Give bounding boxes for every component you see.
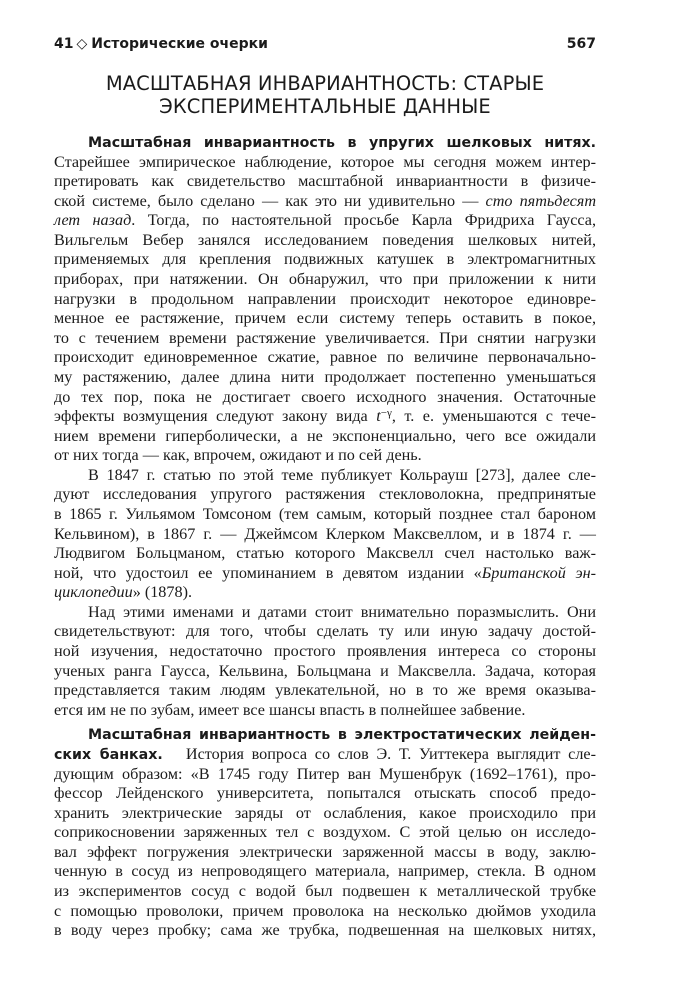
text-span: , т. е. уменьшаются с тече- xyxy=(391,407,596,426)
text-line: в воду через пробку; сама же трубка, подвешенная на шелковых нитях, xyxy=(54,921,596,940)
text-line: Вильгельм Вебер занялся исследованием поведения шелковых нитей, xyxy=(54,230,596,249)
text-line: свидетельствуют: для того, чтобы сделать ту или иную задачу достой- xyxy=(54,622,596,641)
text-line: приборах, при натяжении. Он обнаружил, что при приложении к нити xyxy=(54,270,596,289)
text-line: дующим образом: «В 1745 году Питер ван Мушенбрук (1692–1761), про- xyxy=(54,764,596,783)
text-line: фессор Лейденского университета, попытался отыскать способ предо- xyxy=(54,784,596,803)
text-line: с помощью проволоки, причем проволока на несколько дюймов уходила xyxy=(54,901,596,920)
text-line xyxy=(54,583,596,603)
italic-text: циклопедии xyxy=(54,583,133,602)
page-number: 567 xyxy=(566,36,596,52)
text-line: то с течением времени растяжение увеличивается. При снятии нагрузки xyxy=(54,328,596,347)
text-line: вал эффект погружения электрически заряженной массы в воду, заклю- xyxy=(54,842,596,861)
text-span: ской системе, было сделано — как это ни удивительно — xyxy=(54,191,479,210)
section-title-line-2: ЭКСПЕРИМЕНТАЛЬНЫЕ ДАННЫЕ xyxy=(159,95,491,118)
text-line: Старейшее эмпирическое наблюдение, которое мы сегодня можем интер- xyxy=(54,152,596,171)
text-line xyxy=(54,564,596,584)
chapter-number: 41 xyxy=(54,36,74,52)
italic-text: сто пятьдесят xyxy=(485,191,597,210)
text-line: ученых ранга Гаусса, Кельвина, Больцмана и Максвелла. Задача, которая xyxy=(54,661,596,680)
italic-text: лет назад xyxy=(54,211,132,230)
text-line: дуют исследования упругого растяжения стекловолокна, предпринятые xyxy=(54,485,596,504)
formula-exponent: −γ xyxy=(380,407,392,420)
text-line: ной изучения, недостаточно простого проявления интереса со стороны xyxy=(54,642,596,661)
running-header xyxy=(54,34,596,54)
body-text xyxy=(54,133,596,941)
section-title xyxy=(54,72,596,118)
text-line: нием времени гиперболически, а не экспоненциально, чего все ожидали xyxy=(54,426,596,445)
text-line: хранить электрические заряды от ослабления, какое происходило при xyxy=(54,803,596,822)
text-line: представляется таким людям увлекательной, но в то же время оказыва- xyxy=(54,681,596,700)
heading-text: Масштабная инвариантность в упругих шелковых нитях. xyxy=(88,135,596,151)
text-line: из экспериментов сосуд с водой был подвешен к металлической трубке xyxy=(54,881,596,900)
section-heading-silk xyxy=(54,133,596,153)
text-span: » (1878). xyxy=(132,583,193,602)
text-line: ченную в сосуд из непроводящего материала, например, стекла. В одном xyxy=(54,862,596,881)
heading-text: Масштабная инвариантность в электростатических лейден- xyxy=(88,727,596,744)
diamond-separator-icon: ◇ xyxy=(76,36,88,52)
running-header-left xyxy=(54,34,268,54)
heading-text: ских банках. xyxy=(54,746,163,763)
italic-text: Британской эн- xyxy=(481,563,597,582)
text-span: эффекты возмущения следуют закону вида xyxy=(54,407,368,426)
text-line: от них тогда — как, впрочем, ожидают и по сей день. xyxy=(54,446,422,465)
text-line: до тех пор, пока не достигает своего исходного значения. Остаточные xyxy=(54,387,596,406)
section-heading-leyden xyxy=(54,725,596,745)
text-line: В 1847 г. статью по этой теме публикует Кольрауш [273], далее сле- xyxy=(88,465,596,484)
text-line: происходит единовременное сжатие, равное по величине первоначально- xyxy=(54,348,596,367)
text-line: Людвигом Больцманом, статью которого Максвелл счел настолько важ- xyxy=(54,544,596,563)
section-title-line-1: МАСШТАБНАЯ ИНВАРИАНТНОСТЬ: СТАРЫЕ xyxy=(105,72,545,95)
chapter-title: Исторические очерки xyxy=(91,36,268,52)
text-line: Над этими именами и датами стоит внимательно поразмыслить. Они xyxy=(88,602,596,621)
text-line xyxy=(54,211,596,231)
formula-t: t xyxy=(376,407,381,426)
text-line: му растяжению, далее длина нити продолжает постепенно уменьшаться xyxy=(54,367,596,386)
text-line: менное ее растяжение, причем если систему теперь оставить в покое, xyxy=(54,309,596,328)
text-line: Кельвином), в 1867 г. — Джеймсом Клерком Максвеллом, и в 1874 г. — xyxy=(54,524,596,543)
text-line xyxy=(54,745,596,765)
text-line: претировать как свидетельство масштабной инвариантности в физиче- xyxy=(54,172,596,191)
text-line xyxy=(54,407,596,427)
text-line xyxy=(54,192,596,212)
text-line: применяемых для крепления подвижных катушек в электромагнитных xyxy=(54,250,596,269)
text-line: соприкосновении заряженных тел с воздухом. С этой целью он исследо- xyxy=(54,823,596,842)
text-span: История вопроса со слов Э. Т. Уиттекера выглядит сле- xyxy=(185,744,596,763)
text-span: ной, что удостоил ее упоминанием в девятом издании « xyxy=(54,563,482,582)
text-line: нагрузки в продольном направлении происходит некоторое единовре- xyxy=(54,289,596,308)
text-span: . Тогда, по настоятельной просьбе Карла Фридриха Гаусса, xyxy=(131,211,596,230)
text-line: ется им не по зубам, имеет все шансы впасть в полнейшее забвение. xyxy=(54,700,526,719)
text-line: в 1865 г. Уильямом Томсоном (тем самым, который позднее стал бароном xyxy=(54,504,596,523)
